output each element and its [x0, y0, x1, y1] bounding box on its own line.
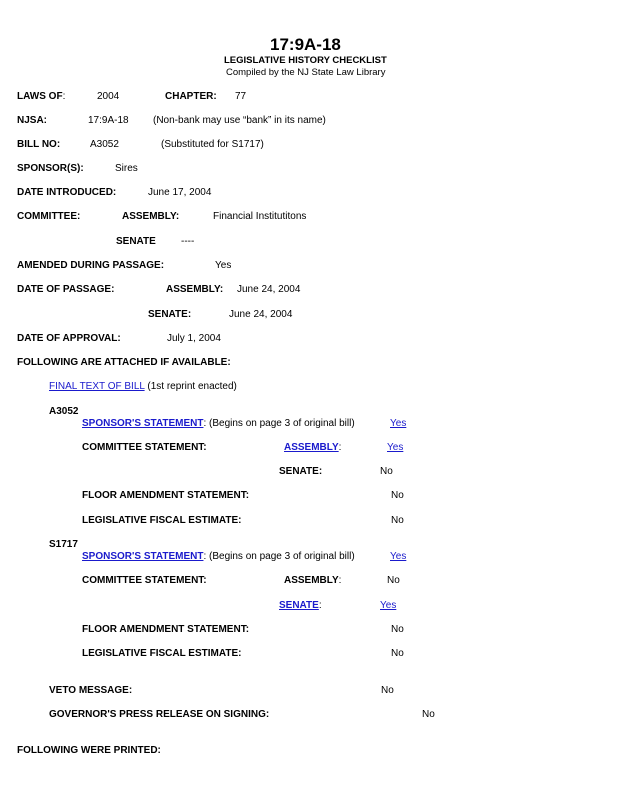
compiled-by: Compiled by the NJ State Law Library: [226, 67, 386, 78]
laws-of-label: LAWS OF: [17, 91, 63, 102]
sponsors-value: Sires: [115, 163, 138, 174]
veto-label: VETO MESSAGE:: [49, 685, 133, 696]
a3052-floor-value: No: [391, 490, 404, 501]
date-introduced-label: DATE INTRODUCED:: [17, 187, 117, 198]
s1717-fiscal-value: No: [391, 648, 404, 659]
committee-label: COMMITTEE:: [17, 211, 81, 222]
amended-label: AMENDED DURING PASSAGE:: [17, 260, 165, 271]
press-release-label: GOVERNOR'S PRESS RELEASE ON SIGNING:: [49, 709, 270, 720]
laws-of-colon: :: [62, 91, 66, 102]
s1717-senate-colon: :: [318, 600, 322, 611]
sponsors-label: SPONSOR(S):: [17, 163, 84, 174]
njsa-note: (Non-bank may use “bank” in its name): [153, 115, 326, 126]
passage-assembly-label: ASSEMBLY:: [166, 284, 224, 295]
s1717-senate-row: [279, 601, 322, 611]
a3052-sponsor-statement-link[interactable]: SPONSOR'S STATEMENT: [82, 418, 204, 429]
bill-no-note: (Substituted for S1717): [161, 139, 264, 150]
committee-assembly-value: Financial Institutitons: [213, 211, 307, 222]
njsa-label: NJSA:: [17, 115, 48, 126]
s1717-floor-value: No: [391, 624, 404, 635]
s1717-assembly-colon: :: [338, 575, 342, 586]
a3052-sponsor-note: : (Begins on page 3 of original bill): [203, 418, 355, 429]
passage-label: DATE OF PASSAGE:: [17, 284, 115, 295]
s1717-sponsor-note: : (Begins on page 3 of original bill): [203, 551, 355, 562]
bill-no-label: BILL NO:: [17, 139, 61, 150]
a3052-assembly-link[interactable]: ASSEMBLY: [284, 442, 339, 453]
a3052-assembly-colon: :: [338, 442, 342, 453]
s1717-sponsor-yes-link[interactable]: Yes: [390, 551, 407, 562]
s1717-floor-label: FLOOR AMENDMENT STATEMENT:: [82, 624, 250, 635]
a3052-floor-label: FLOOR AMENDMENT STATEMENT:: [82, 490, 250, 501]
a3052-assembly-row: [284, 443, 341, 453]
final-text-note: (1st reprint enacted): [147, 381, 237, 392]
attached-heading: FOLLOWING ARE ATTACHED IF AVAILABLE:: [17, 357, 231, 368]
s1717-assembly-value: No: [387, 575, 400, 586]
s1717-sponsor-row: [82, 552, 355, 562]
committee-senate-value: ----: [181, 236, 195, 247]
s1717-assembly-row: [284, 576, 341, 586]
chapter-value: 77: [235, 91, 247, 102]
press-release-value: No: [422, 709, 435, 720]
s1717-committee-label: COMMITTEE STATEMENT:: [82, 575, 207, 586]
njsa-value: 17:9A-18: [88, 115, 129, 126]
a3052-assembly-yes-link[interactable]: Yes: [387, 442, 404, 453]
s1717-senate-yes-link[interactable]: Yes: [380, 600, 397, 611]
committee-assembly-label: ASSEMBLY:: [122, 211, 180, 222]
approval-value: July 1, 2004: [167, 333, 221, 344]
committee-senate-label: SENATE: [116, 236, 156, 247]
printed-heading: FOLLOWING WERE PRINTED:: [17, 745, 161, 756]
page-title: 17:9A-18: [270, 35, 341, 54]
laws-of-row: [17, 92, 65, 102]
amended-value: Yes: [215, 260, 232, 271]
s1717-senate-link[interactable]: SENATE: [279, 600, 319, 611]
veto-value: No: [381, 685, 394, 696]
laws-of-value: 2004: [97, 91, 120, 102]
a3052-sponsor-yes-link[interactable]: Yes: [390, 418, 407, 429]
final-text-link[interactable]: FINAL TEXT OF BILL: [49, 381, 145, 392]
a3052-fiscal-label: LEGISLATIVE FISCAL ESTIMATE:: [82, 515, 242, 526]
date-introduced-value: June 17, 2004: [148, 187, 212, 198]
s1717-sponsor-statement-link[interactable]: SPONSOR'S STATEMENT: [82, 551, 204, 562]
s1717-assembly-label: ASSEMBLY: [284, 575, 339, 586]
passage-assembly-value: June 24, 2004: [237, 284, 301, 295]
final-text-row: [49, 382, 237, 392]
a3052-label: A3052: [49, 406, 79, 417]
s1717-label: S1717: [49, 539, 78, 550]
a3052-committee-label: COMMITTEE STATEMENT:: [82, 442, 207, 453]
a3052-sponsor-row: [82, 419, 355, 429]
passage-senate-label: SENATE:: [148, 309, 192, 320]
s1717-fiscal-label: LEGISLATIVE FISCAL ESTIMATE:: [82, 648, 242, 659]
bill-no-value: A3052: [90, 139, 119, 150]
chapter-label: CHAPTER:: [165, 91, 217, 102]
a3052-senate-value: No: [380, 466, 393, 477]
page-subtitle: LEGISLATIVE HISTORY CHECKLIST: [224, 55, 387, 66]
approval-label: DATE OF APPROVAL:: [17, 333, 121, 344]
a3052-fiscal-value: No: [391, 515, 404, 526]
passage-senate-value: June 24, 2004: [229, 309, 293, 320]
a3052-senate-label: SENATE:: [279, 466, 323, 477]
